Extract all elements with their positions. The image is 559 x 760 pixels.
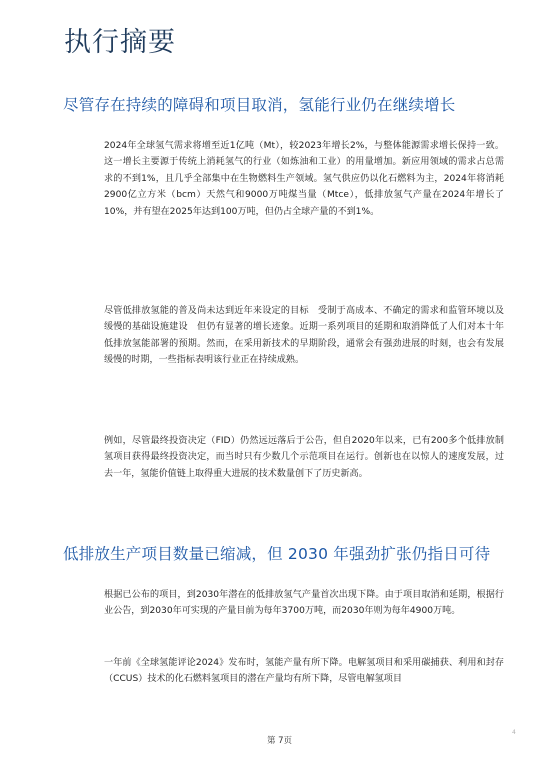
paragraph-review: 一年前《全球氢能评论2024》发布时，氢能产量有所下降。电解氢项目和采用碳捕获、利用和封存（CCUS）技术的化石燃料氢项目的潜在产量均有所下降，尽管电解氢项目 <box>104 658 504 685</box>
paragraph-deployment: 尽管低排放氢能的普及尚未达到近年来设定的目标 受制于高成本、不确定的需求和监管环境以及缓慢的基础设施建设 但仍有显著的增长迹象。近期一系列项目的延期和取消降低了人们对本十年低排放氢能部署的预期。然而，在采用新技术的早期阶段，通常会有强劲进展的时刻，也会有发展缓慢的时期，一些指标表明该行业正在持续成熟。 <box>104 306 504 366</box>
page-title: 执行摘要 <box>64 27 176 58</box>
section-heading-production: 低排放生产项目数量已缩减，但 2030 年强劲扩张仍指日可待 <box>63 545 491 563</box>
paragraph-fid: 例如，尽管最终投资决定（FID）仍然远远落后于公告，但自2020年以来，已有200多个低排放制氢项目获得最终投资决定，而当时只有少数几个示范项目在运行。创新也在以惊人的速度发展，过去一年，氢能价值链上取得重大进展的技术数量创下了历史新高。 <box>104 436 504 479</box>
page-number: 第 7页 <box>266 736 293 746</box>
section-heading-growth: 尽管存在持续的障碍和项目取消，氢能行业仍在继续增长 <box>63 96 456 114</box>
paragraph-demand: 2024年全球氢气需求将增至近1亿吨（Mt），较2023年增长2%，与整体能源需求增长保持一致。这一增长主要源于传统上消耗氢气的行业（如炼油和工业）的用量增加。新应用领域的需求占总需求的不到1%，且几乎全部集中在生物燃料生产领域。氢气供应仍以化石燃料为主，2024年将消耗2900亿立方米（bcm）天然气和9000万吨煤当量（Mtce），低排放氢气产量在2024年增长了10%，并有望在2025年达到100万吨，但仍占全球产量的不到1%。 <box>104 141 504 217</box>
paragraph-projects: 根据已公布的项目，到2030年潜在的低排放氢气产量首次出现下降。由于项目取消和延期，根据行业公告，到2030年可实现的产量目前为每年3700万吨，而2030年则为每年4900万吨。 <box>104 590 504 617</box>
corner-mark: 4 <box>512 729 516 736</box>
